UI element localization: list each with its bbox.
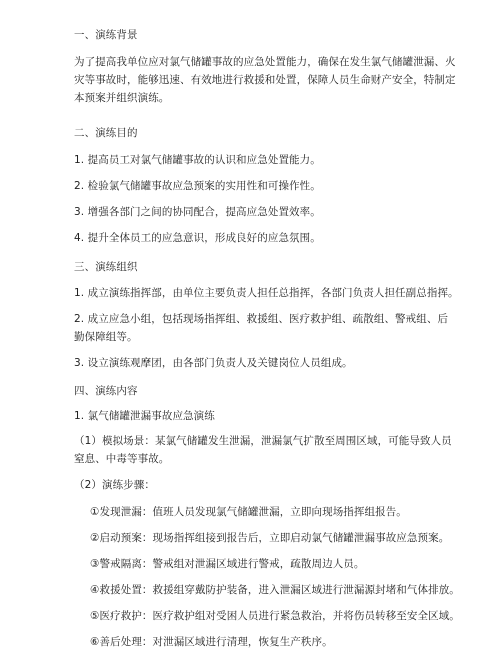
step-item: ③警戒隔离：警戒组对泄漏区域进行警戒，疏散周边人员。 bbox=[90, 558, 365, 570]
scenario-line: （1）模拟场景：某氯气储罐发生泄漏，泄漏氯气扩散至周围区域，可能导致人员 bbox=[74, 435, 452, 447]
list-item: 1. 成立演练指挥部，由单位主要负责人担任总指挥，各部门负责人担任副总指挥。 bbox=[74, 287, 459, 299]
list-item: 3. 设立演练观摩团，由各部门负责人及关键岗位人员组成。 bbox=[74, 357, 353, 369]
list-item: 3. 增强各部门之间的协同配合，提高应急处置效率。 bbox=[74, 206, 321, 218]
list-item: 1. 氯气储罐泄漏事故应急演练 bbox=[74, 410, 215, 422]
step-item: ②启动预案：现场指挥组接到报告后，立即启动氯气储罐泄漏事故应急预案。 bbox=[90, 532, 450, 544]
step-item: ⑤医疗救护：医疗救护组对受困人员进行紧急救治，并将伤员转移至安全区域。 bbox=[90, 610, 460, 622]
paragraph-line: 灾等事故时，能够迅速、有效地进行救援和处置，保障人员生命财产安全，特制定 bbox=[74, 74, 456, 86]
steps-title: （2）演练步骤： bbox=[74, 479, 155, 491]
list-item: 4. 提升全体员工的应急意识，形成良好的应急氛围。 bbox=[74, 232, 321, 244]
section-heading-purpose: 二、演练目的 bbox=[74, 127, 138, 139]
scenario-line: 窒息、中毒等事故。 bbox=[74, 453, 170, 465]
section-heading-background: 一、演练背景 bbox=[74, 29, 138, 41]
list-item: 2. 检验氯气储罐事故应急预案的实用性和可操作性。 bbox=[74, 180, 321, 192]
paragraph-line: 为了提高我单位应对氯气储罐事故的应急处置能力，确保在发生氯气储罐泄漏、火 bbox=[74, 56, 456, 68]
section-heading-organization: 三、演练组织 bbox=[74, 261, 138, 273]
list-item-continuation: 勤保障组等。 bbox=[74, 331, 138, 343]
list-item: 2. 成立应急小组，包括现场指挥组、救援组、医疗救护组、疏散组、警戒组、后 bbox=[74, 313, 449, 325]
paragraph-line: 本预案并组织演练。 bbox=[74, 92, 170, 104]
step-item: ④救援处置：救援组穿戴防护装备，进入泄漏区域进行泄漏源封堵和气体排放。 bbox=[90, 584, 460, 596]
step-item: ⑥善后处理：对泄漏区域进行清理，恢复生产秩序。 bbox=[90, 636, 333, 648]
list-item: 1. 提高员工对氯气储罐事故的认识和应急处置能力。 bbox=[74, 154, 321, 166]
step-item: ①发现泄漏：值班人员发现氯气储罐泄漏，立即向现场指挥组报告。 bbox=[90, 506, 407, 518]
section-heading-content: 四、演练内容 bbox=[74, 385, 138, 397]
